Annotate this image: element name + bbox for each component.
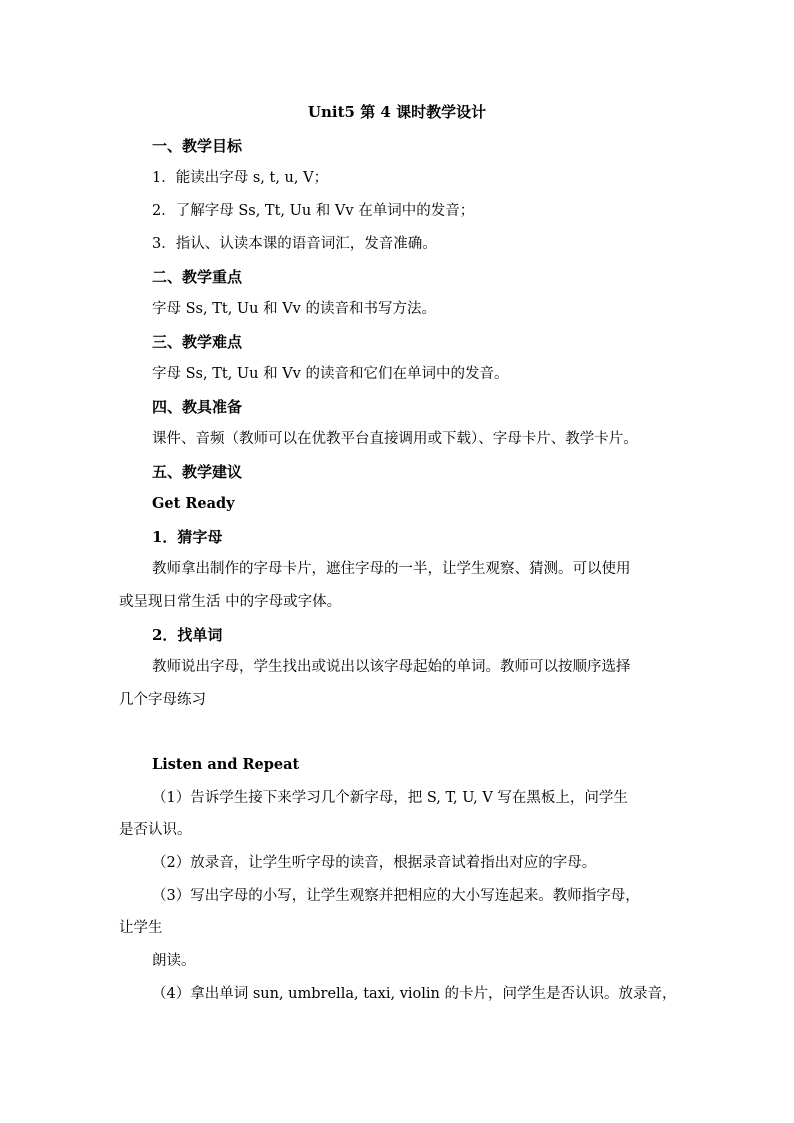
listen-repeat-line-1: （1）告诉学生接下来学习几个新字母，把 S, T, U, V 写在黑板上，问学生 xyxy=(152,790,628,806)
step1-title: 1．猜字母 xyxy=(152,528,223,546)
difficulties-text: 字母 Ss, Tt, Uu 和 Vv 的读音和它们在单词中的发音。 xyxy=(152,366,509,382)
document-title: Unit5 第 4 课时教学设计 xyxy=(307,103,487,121)
key-points-text: 字母 Ss, Tt, Uu 和 Vv 的读音和书写方法。 xyxy=(152,301,436,317)
listen-repeat-line-7: （4）拿出单词 sun, umbrella, taxi, violin 的卡片，问学生是否认识。放录音， xyxy=(152,986,677,1002)
listen-repeat-line-5: 让学生 xyxy=(119,920,163,936)
step2-line-1: 教师说出字母，学生找出或说出以该字母起始的单词。教师可以按顺序选择 xyxy=(152,659,631,675)
step1-line-1: 教师拿出制作的字母卡片，遮住字母的一半，让学生观察、猜测。可以使用 xyxy=(152,561,631,577)
listen-repeat-line-3: （2）放录音，让学生听字母的读音，根据录音试着指出对应的字母。 xyxy=(152,855,597,871)
heading-key-points: 二、教学重点 xyxy=(152,268,243,286)
listen-repeat-line-2: 是否认识。 xyxy=(119,822,192,838)
heading-teaching-objectives: 一、教学目标 xyxy=(152,137,243,155)
materials-text: 课件、音频（教师可以在优教平台直接调用或下载）、字母卡片、教学卡片。 xyxy=(152,431,638,447)
objective-item-2: 2．了解字母 Ss, Tt, Uu 和 Vv 在单词中的发音； xyxy=(152,203,475,219)
listen-repeat-line-4: （3）写出字母的小写，让学生观察并把相应的大小写连起来。教师指字母， xyxy=(152,888,640,904)
heading-suggestions: 五、教学建议 xyxy=(152,463,243,481)
step2-line-2: 几个字母练习 xyxy=(119,692,206,708)
step2-title: 2．找单词 xyxy=(152,626,223,644)
listen-repeat-heading: Listen and Repeat xyxy=(152,756,300,773)
heading-difficulties: 三、教学难点 xyxy=(152,333,243,351)
step1-line-2: 或呈现日常生活 中的字母或字体。 xyxy=(119,594,342,610)
heading-materials: 四、教具准备 xyxy=(152,398,243,416)
get-ready-heading: Get Ready xyxy=(152,495,235,512)
listen-repeat-line-6: 朗读。 xyxy=(152,953,196,969)
objective-item-3: 3．指认、认读本课的语音词汇，发音准确。 xyxy=(152,236,437,252)
objective-item-1: 1．能读出字母 s, t, u, V； xyxy=(152,170,329,186)
